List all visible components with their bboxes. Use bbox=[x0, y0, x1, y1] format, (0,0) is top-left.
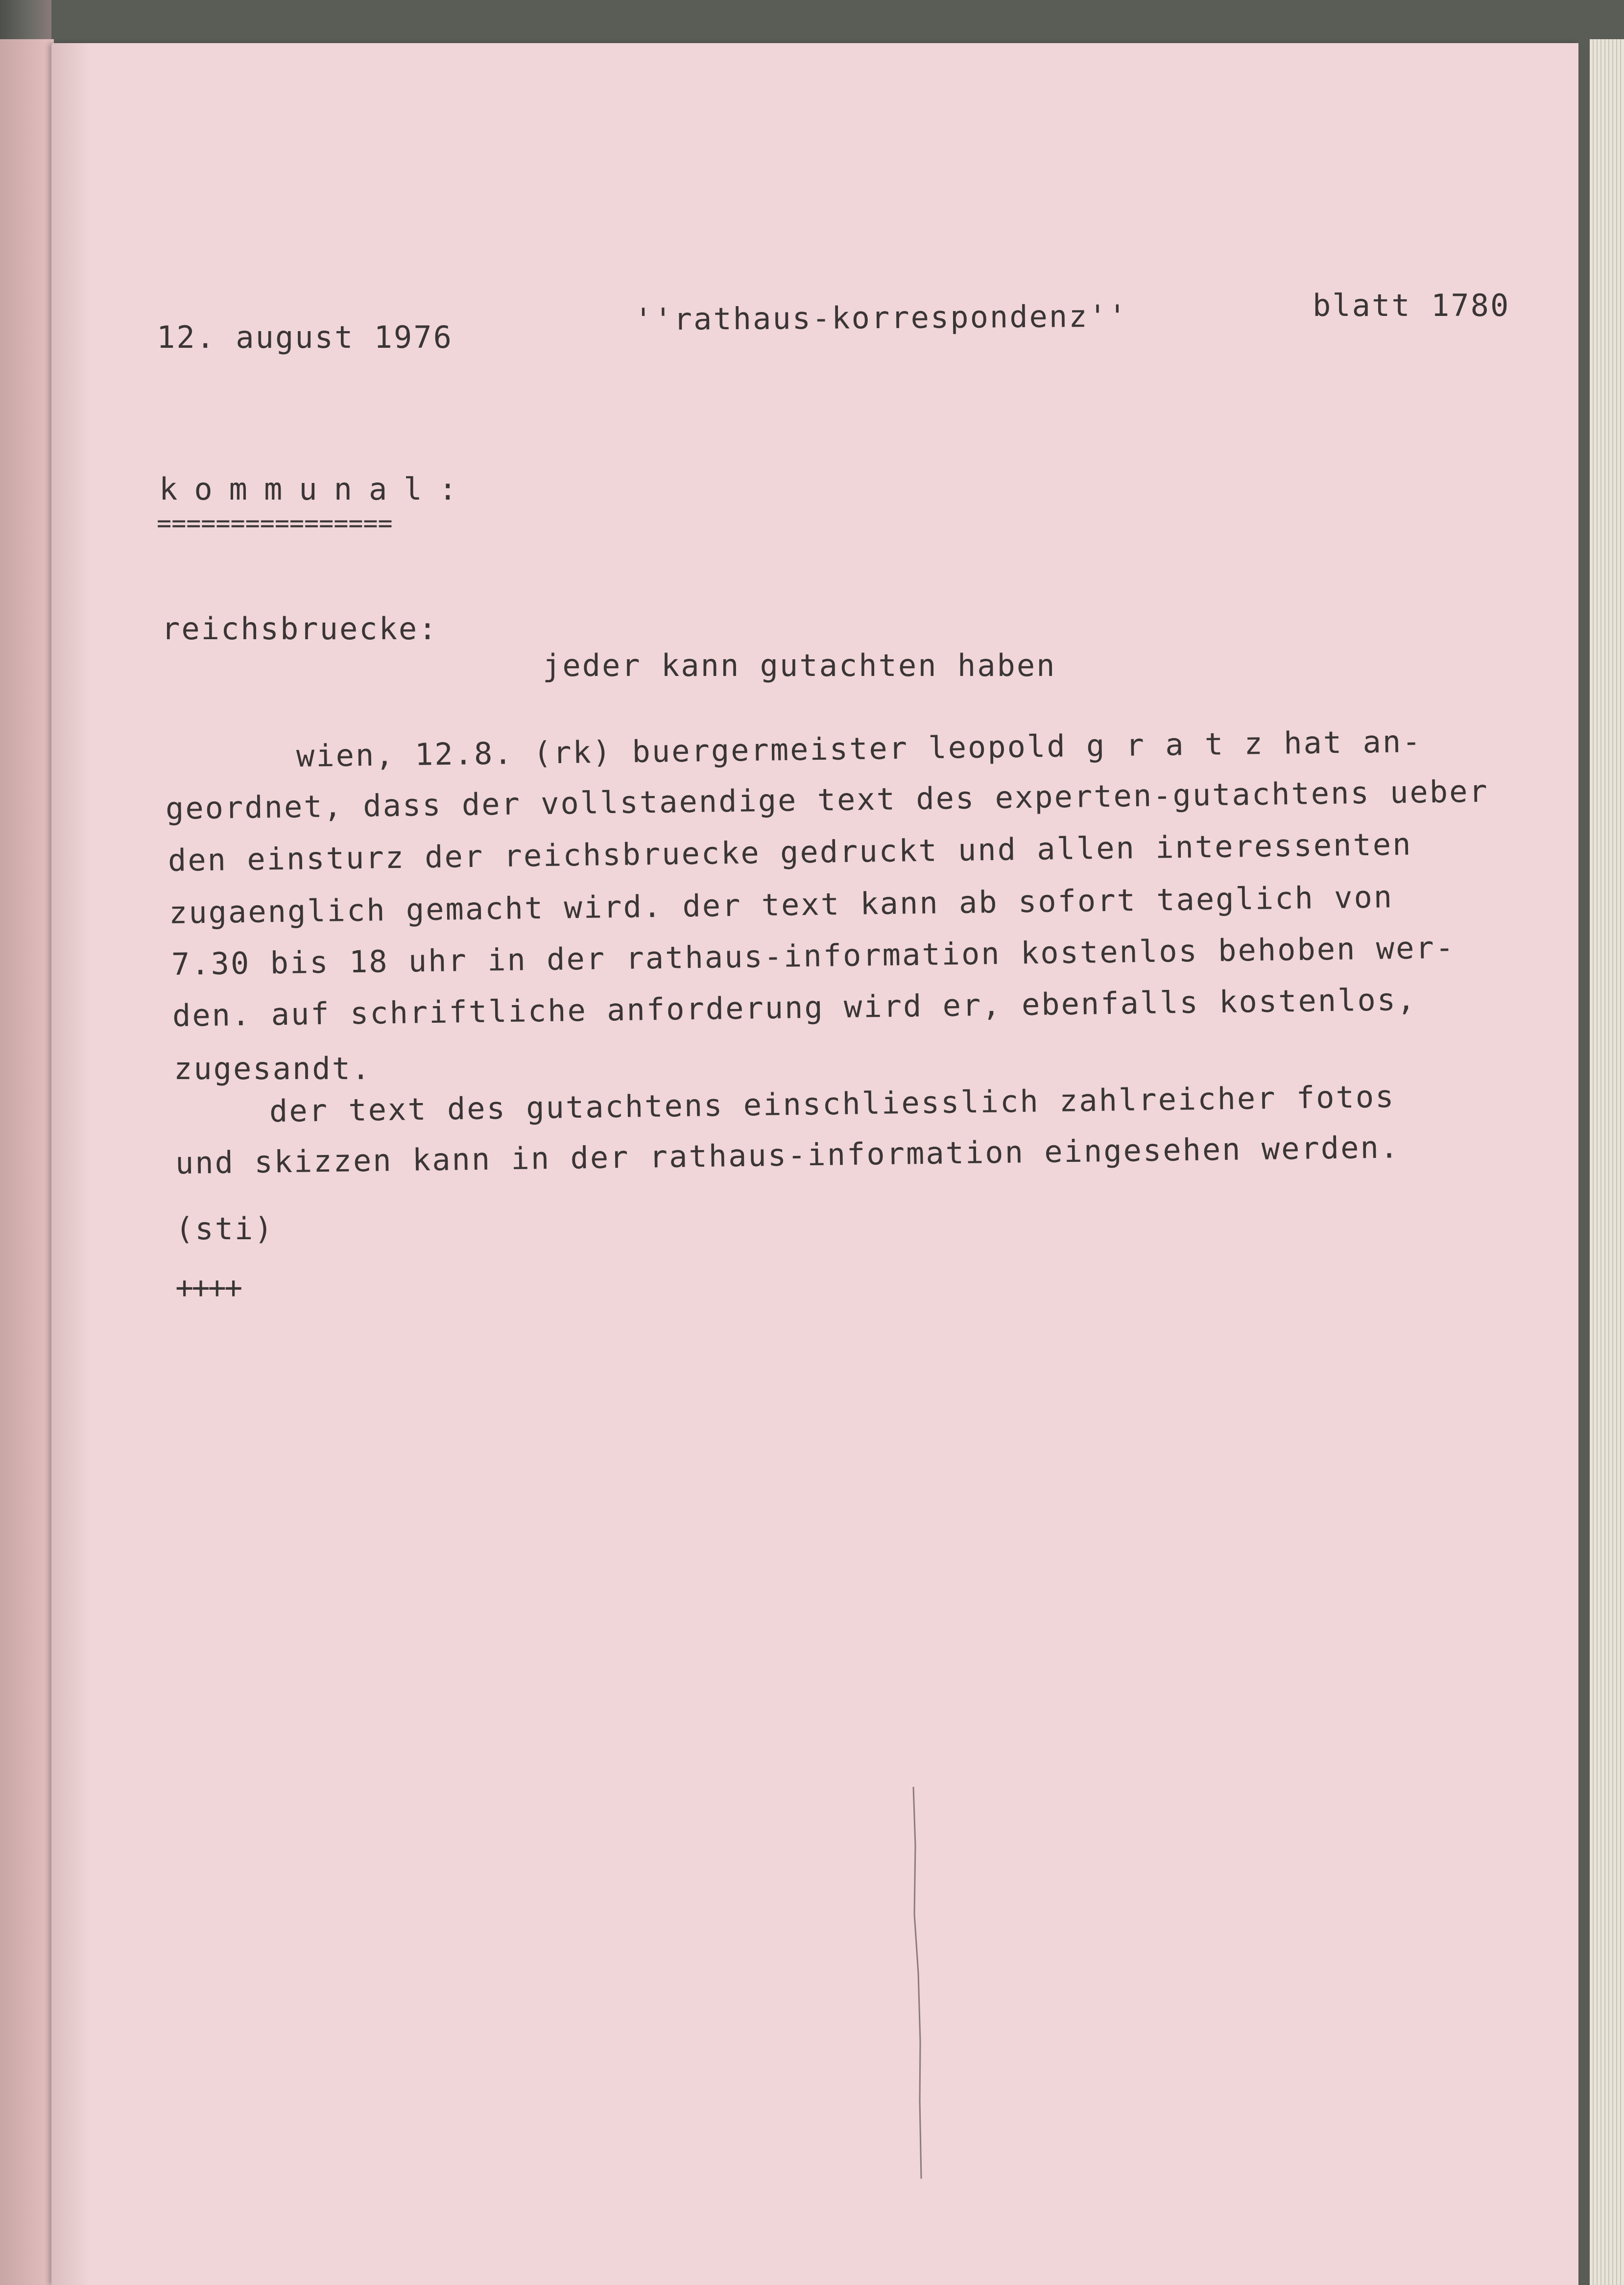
body-line: geordnet, dass der vollstaendige text des experten-gutachtens ueber bbox=[165, 773, 1489, 826]
section-underline: ================ bbox=[157, 509, 393, 537]
header-sheet-number: blatt 1780 bbox=[1313, 288, 1510, 323]
body-line: der text des gutachtens einschliesslich zahlreicher fotos bbox=[269, 1078, 1395, 1129]
end-marker: ++++ bbox=[175, 1270, 241, 1305]
body-line: zugesandt. bbox=[174, 1051, 372, 1086]
body-line: (sti) bbox=[175, 1211, 274, 1247]
page-edges bbox=[1590, 39, 1624, 2285]
body-line: wien, 12.8. (rk) buergermeister leopold g r a t z hat an- bbox=[296, 723, 1422, 774]
gutter-shadow bbox=[51, 43, 91, 2285]
paper-crease bbox=[904, 1787, 933, 2179]
article-topic: reichsbruecke: bbox=[162, 611, 438, 647]
article-headline: jeder kann gutachten haben bbox=[543, 648, 1056, 683]
body-line: und skizzen kann in der rathaus-information eingesehen werden. bbox=[175, 1129, 1400, 1181]
body-line: 7.30 bis 18 uhr in der rathaus-information kostenlos behoben wer- bbox=[171, 929, 1456, 982]
body-line: den. auf schriftliche anforderung wird er, ebenfalls kostenlos, bbox=[172, 981, 1417, 1034]
document-page bbox=[51, 43, 1578, 2285]
section-heading: kommunal: bbox=[159, 471, 474, 507]
header-date: 12. august 1976 bbox=[157, 319, 453, 355]
header-publication: ''rathaus-korrespondenz'' bbox=[634, 298, 1128, 337]
body-line: zugaenglich gemacht wird. der text kann ab sofort taeglich von bbox=[168, 879, 1394, 931]
previous-page-edge bbox=[0, 39, 54, 2285]
body-line: den einsturz der reichsbruecke gedruckt und allen interessenten bbox=[167, 826, 1412, 878]
